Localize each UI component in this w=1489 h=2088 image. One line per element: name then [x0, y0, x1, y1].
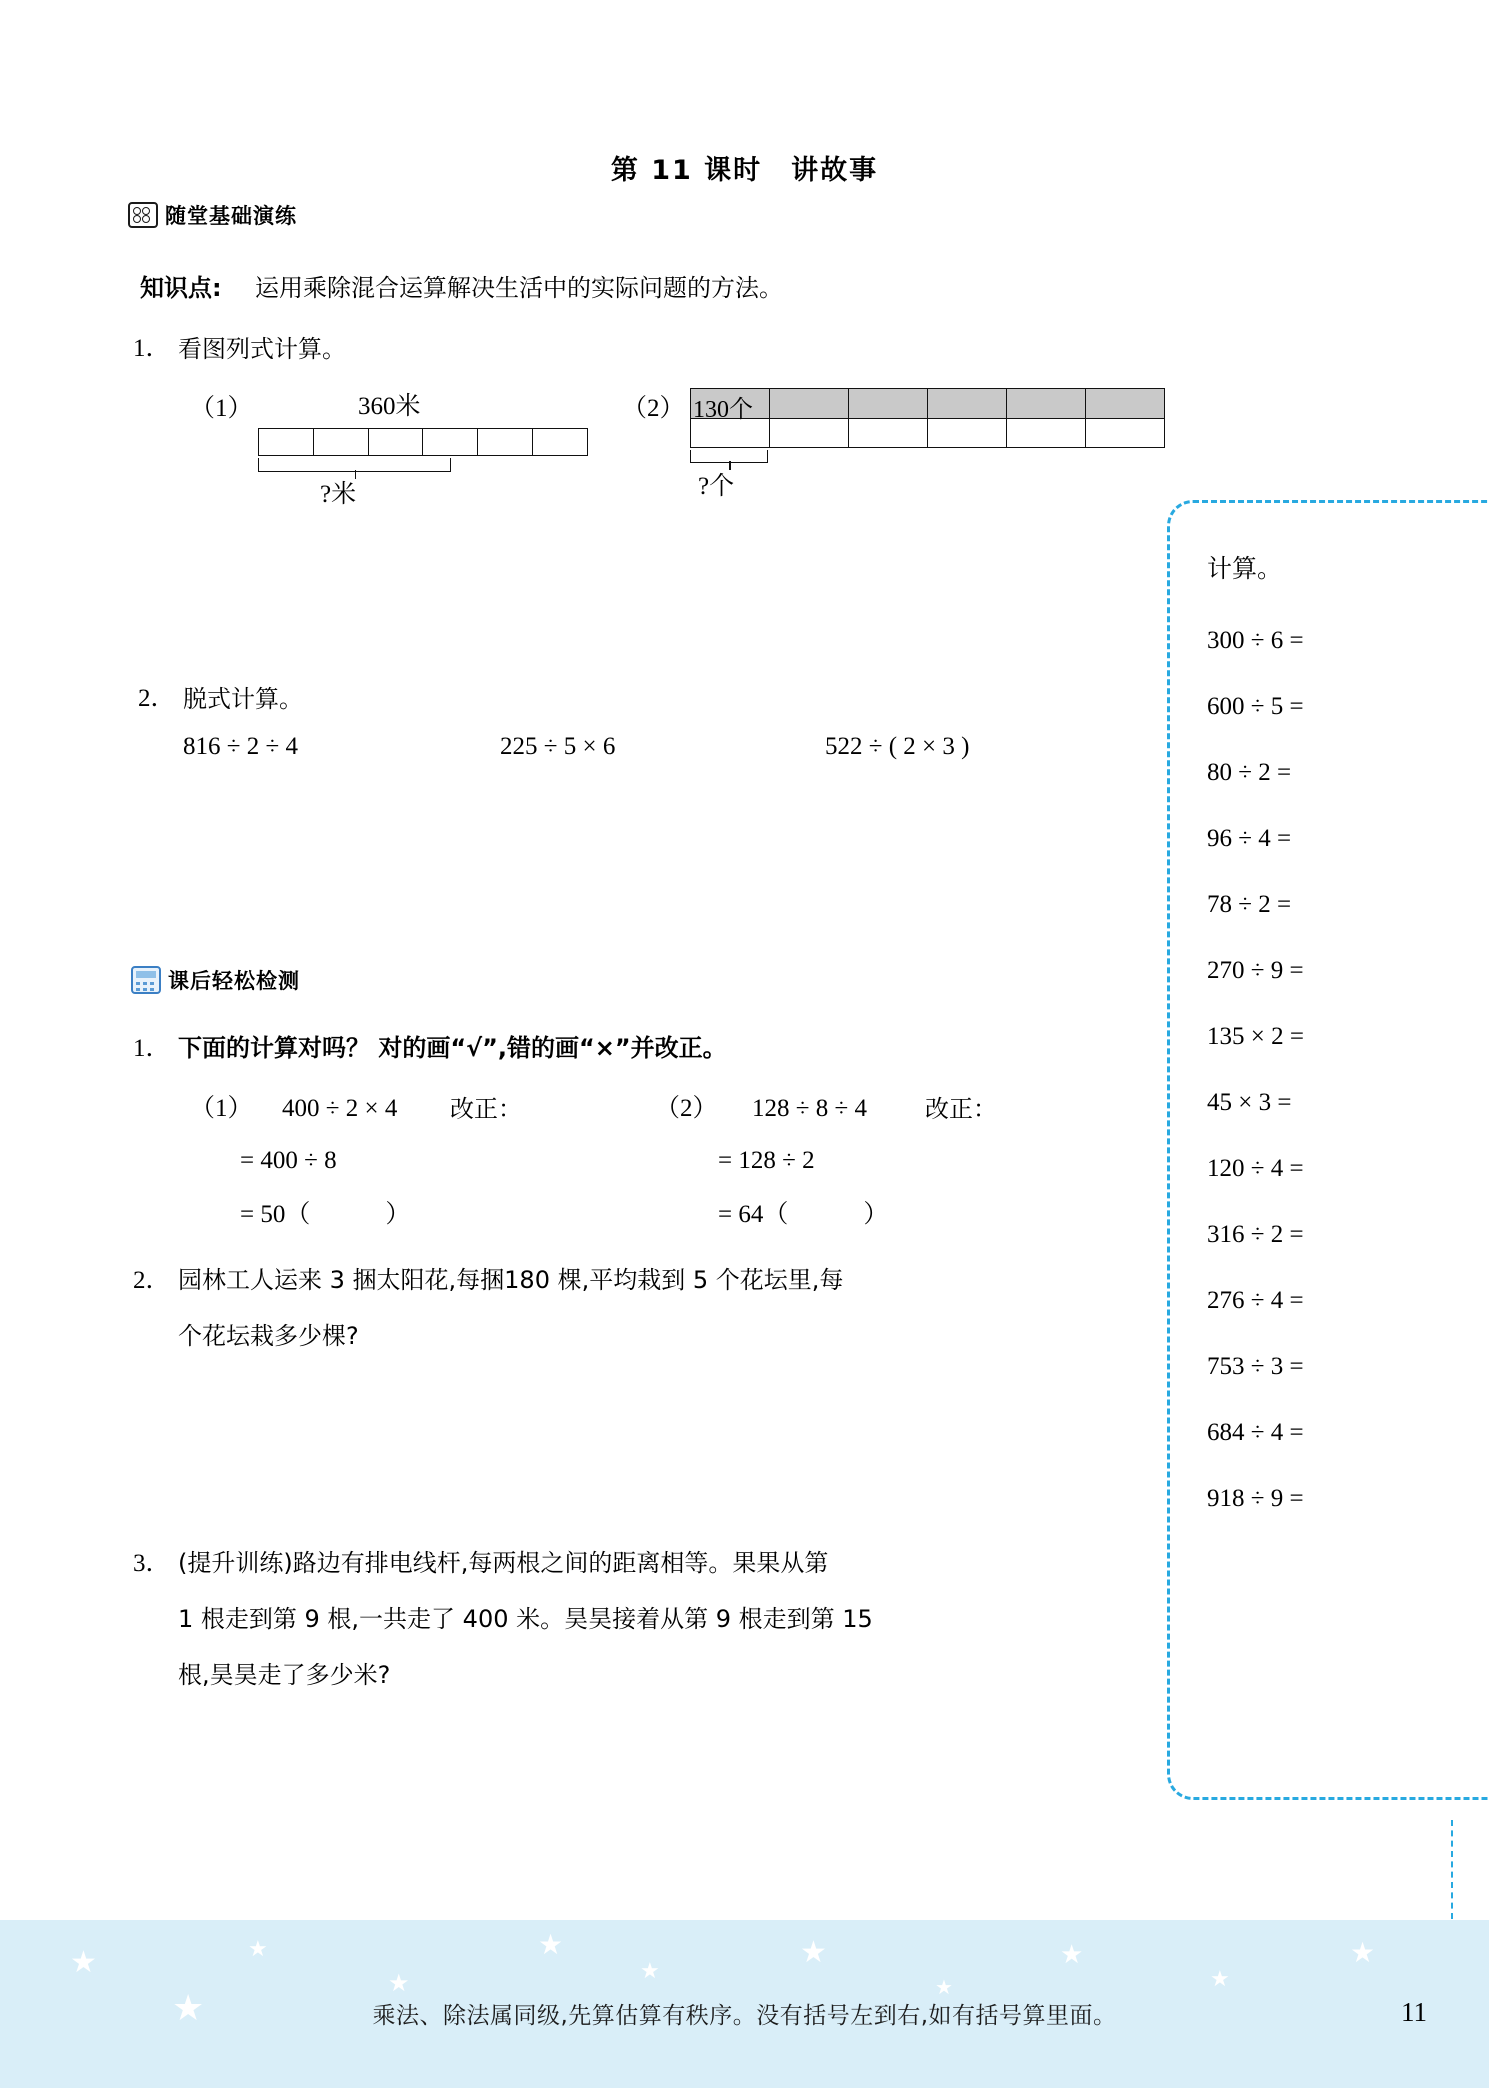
sidebar-item-list	[1207, 608, 1457, 1532]
star-icon: ★	[1350, 1938, 1376, 1969]
list-item: 135 × 2 =	[1207, 1023, 1304, 1050]
s2-q2-line1: 园林工人运来 3 捆太阳花,每捆180 棵,平均栽到 5 个花坛里,每	[178, 1266, 844, 1294]
footer-decoration-band	[0, 1920, 1489, 2088]
footer-tip-text: 乘法、除法属同级,先算估算有秩序。没有括号左到右,如有括号算里面。	[372, 2003, 1117, 2029]
s1-q2-number: 2．	[138, 685, 176, 712]
s2-q3-line1: (提升训练)路边有排电线杆,每两根之间的距离相等。果果从第	[178, 1549, 829, 1577]
star-icon: ★	[935, 1977, 953, 1999]
fig1-label: （1）	[190, 395, 253, 422]
list-item: 300 ÷ 6 =	[1207, 627, 1304, 654]
fig1-bottom-value: ?米	[320, 481, 357, 508]
star-icon: ★	[1210, 1966, 1230, 1991]
s1-q1-number: 1．	[133, 335, 171, 362]
fig1-top-value: 360米	[358, 393, 421, 420]
s1-q2-text: 脱式计算。	[183, 685, 303, 713]
list-item: 80 ÷ 2 =	[1207, 759, 1292, 786]
section-heading-practice-label: 随堂基础演练	[165, 204, 297, 228]
fig2-top-value: 130个	[693, 397, 753, 423]
list-item: 684 ÷ 4 =	[1207, 1419, 1304, 1446]
section-heading-homework-label: 课后轻松检测	[168, 969, 300, 993]
list-item: 753 ÷ 3 =	[1207, 1353, 1304, 1380]
page-number: 11	[1401, 1997, 1427, 2027]
star-icon: ★	[538, 1930, 564, 1961]
s1-q2-item-2: 225 ÷ 5 × 6	[500, 733, 616, 760]
s2-q1-number: 1．	[133, 1035, 171, 1062]
s2-q1a-label: （1）	[190, 1095, 253, 1122]
fig1-bar	[258, 428, 588, 456]
list-item: 120 ÷ 4 =	[1207, 1155, 1304, 1182]
s1-q2-item-3: 522 ÷ ( 2 × 3 )	[825, 733, 970, 760]
s2-q1b-fix-label: 改正：	[925, 1095, 997, 1123]
fig2-grid	[690, 388, 1165, 448]
list-item: 78 ÷ 2 =	[1207, 891, 1292, 918]
star-icon: ★	[172, 1988, 205, 2028]
page-title: 第 11 课时 讲故事	[610, 155, 879, 186]
s2-q3-line3: 根,昊昊走了多少米?	[178, 1661, 391, 1689]
s1-q1-text: 看图列式计算。	[178, 335, 346, 363]
star-icon: ★	[1060, 1940, 1084, 1969]
list-item: 316 ÷ 2 =	[1207, 1221, 1304, 1248]
s2-q2-line2: 个花坛栽多少棵?	[178, 1322, 359, 1350]
section-heading-homework	[131, 965, 300, 995]
figure-boxes-130	[690, 388, 1180, 508]
sidebar-calculation-panel	[1167, 500, 1489, 1800]
s2-q1a-line2: = 400 ÷ 8	[240, 1147, 337, 1174]
film-reel-icon	[128, 202, 158, 228]
section-heading-practice	[128, 200, 297, 230]
fig1-brace	[258, 458, 451, 472]
s2-q3-number: 3．	[133, 1550, 171, 1577]
s2-q1b-line2: = 128 ÷ 2	[718, 1147, 815, 1174]
s2-q1b-expr: 128 ÷ 8 ÷ 4	[752, 1095, 867, 1122]
s2-q1b-label: （2）	[655, 1095, 718, 1122]
list-item: 600 ÷ 5 =	[1207, 693, 1304, 720]
s2-q1-text: 下面的计算对吗？ 对的画“√”,错的画“×”并改正。	[178, 1034, 727, 1062]
s2-q2-number: 2．	[133, 1267, 171, 1294]
list-item: 276 ÷ 4 =	[1207, 1287, 1304, 1314]
fig2-bottom-value: ?个	[698, 473, 735, 500]
star-icon: ★	[248, 1936, 268, 1961]
list-item: 918 ÷ 9 =	[1207, 1485, 1304, 1512]
s2-q1b-line3: = 64（ ）	[718, 1201, 889, 1228]
knowledge-point-text: 运用乘除混合运算解决生活中的实际问题的方法。	[255, 274, 783, 302]
star-icon: ★	[800, 1936, 827, 1969]
s1-q2-item-1: 816 ÷ 2 ÷ 4	[183, 733, 298, 760]
star-icon: ★	[70, 1946, 97, 1979]
fig2-label: （2）	[622, 395, 685, 422]
fig2-brace	[690, 450, 768, 463]
sidebar-title: 计算。	[1207, 554, 1283, 583]
figure-bar-360	[248, 388, 598, 508]
s2-q1a-line3: = 50（ ）	[240, 1201, 411, 1228]
s2-q1a-fix-label: 改正：	[450, 1095, 522, 1123]
list-item: 96 ÷ 4 =	[1207, 825, 1292, 852]
star-icon: ★	[388, 1971, 410, 1997]
s2-q1a-expr: 400 ÷ 2 × 4	[282, 1095, 398, 1122]
knowledge-point-label: 知识点:	[140, 274, 222, 302]
star-icon: ★	[640, 1958, 660, 1983]
list-item: 270 ÷ 9 =	[1207, 957, 1304, 984]
list-item: 45 × 3 =	[1207, 1089, 1292, 1116]
s2-q3-line2: 1 根走到第 9 根,一共走了 400 米。昊昊接着从第 9 根走到第 15	[178, 1605, 873, 1633]
calculator-icon	[131, 966, 161, 994]
